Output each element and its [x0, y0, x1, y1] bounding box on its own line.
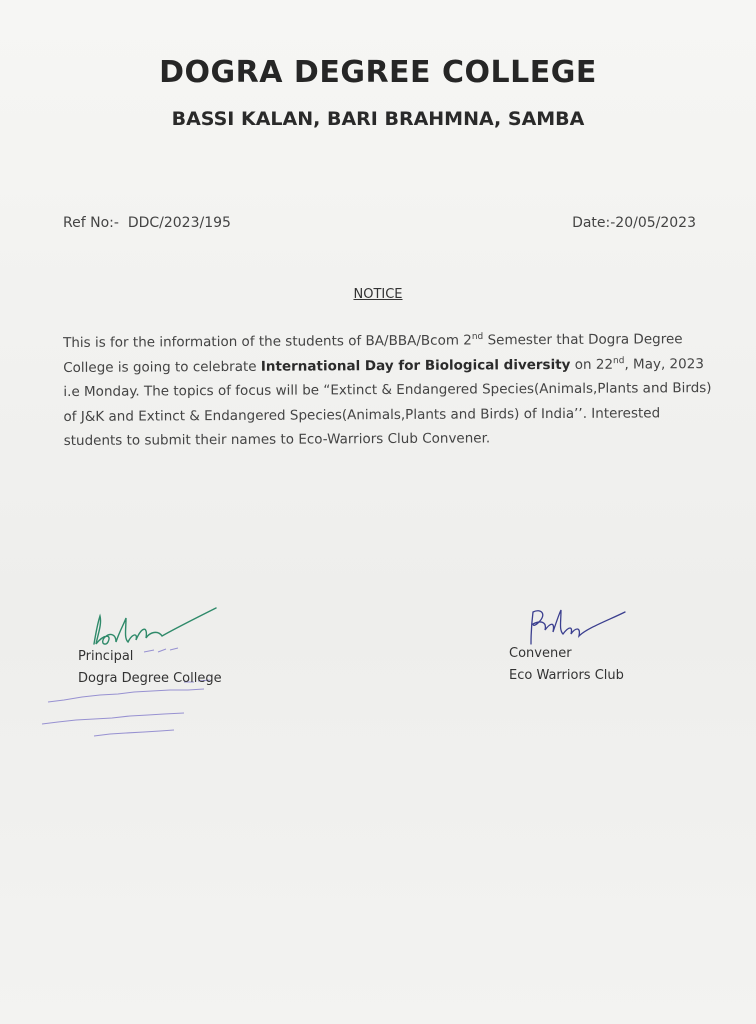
convener-org: Eco Warriors Club — [509, 668, 624, 683]
date-value: 20/05/2023 — [615, 215, 696, 231]
notice-body — [63, 327, 714, 453]
principal-org: Dogra Degree College — [78, 671, 222, 686]
ref-label: Ref No:- — [63, 215, 119, 231]
notice-heading: NOTICE — [353, 287, 403, 302]
notice-date — [572, 215, 696, 231]
principal-title: Principal — [78, 649, 134, 664]
event-name: International Day for Biological diversity — [260, 356, 571, 375]
ref-value: DDC/2023/195 — [127, 215, 231, 231]
ordinal-suffix-1: nd — [471, 331, 484, 343]
notice-text-2: Semester that Dogra Degree College is going to celebrate — [63, 331, 683, 376]
notice-text-1: This is for the information of the students of BA/BBA/Bcom 2 — [63, 332, 472, 351]
principal-signature-block — [78, 646, 222, 690]
date-label: Date:- — [572, 215, 616, 231]
college-address: BASSI KALAN, BARI BRAHMNA, SAMBA — [171, 108, 585, 130]
reference-number — [63, 215, 231, 231]
notice-text-3: on 22 — [570, 356, 614, 373]
notice-text-4: , May, 2023 i.e Monday. The topics of focus will be “Extinct & Endangered Species(Animals,Plants and Birds) of J&K and Extinct & Endangered Species(Animals,Plants and Birds) of India’’. Interested students to submit their names to Eco-Warriors Club Convener. — [63, 355, 712, 449]
convener-signature-block — [509, 643, 624, 687]
convener-title: Convener — [509, 646, 572, 661]
ordinal-suffix-2: nd — [612, 355, 625, 366]
college-name: DOGRA DEGREE COLLEGE — [159, 55, 597, 90]
